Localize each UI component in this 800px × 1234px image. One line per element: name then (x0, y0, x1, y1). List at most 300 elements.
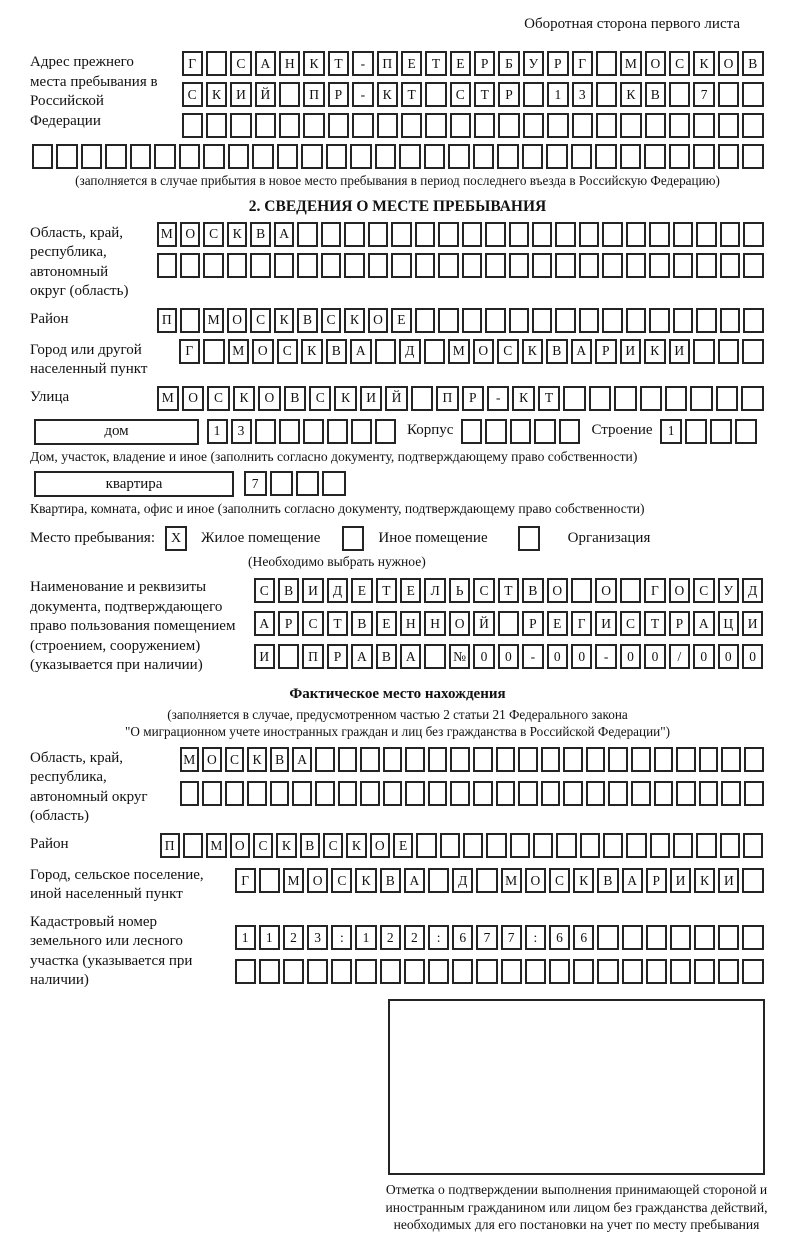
char-cell[interactable]: М (501, 868, 522, 893)
char-cell[interactable] (203, 339, 225, 364)
char-cell[interactable] (541, 747, 561, 772)
char-cell[interactable] (486, 833, 506, 858)
char-cell[interactable] (401, 113, 422, 138)
char-cell[interactable] (56, 144, 78, 169)
char-cell[interactable] (277, 144, 299, 169)
char-cell[interactable]: Р (669, 611, 690, 636)
char-cell[interactable]: 1 (547, 82, 568, 107)
char-cell[interactable] (597, 959, 618, 984)
char-cell[interactable]: Р (462, 386, 484, 411)
char-cell[interactable]: К (620, 82, 641, 107)
char-cell[interactable] (685, 419, 707, 444)
char-cell[interactable]: 1 (355, 925, 376, 950)
char-cell[interactable] (572, 113, 593, 138)
char-cell[interactable] (693, 113, 714, 138)
char-cell[interactable] (573, 959, 594, 984)
char-cell[interactable] (415, 308, 435, 333)
char-cell[interactable]: П (436, 386, 458, 411)
char-cell[interactable]: М (448, 339, 470, 364)
char-cell[interactable] (428, 781, 448, 806)
char-cell[interactable] (626, 308, 646, 333)
char-cell[interactable] (631, 781, 651, 806)
char-cell[interactable] (586, 781, 606, 806)
char-cell[interactable]: О (473, 339, 495, 364)
char-cell[interactable]: М (157, 386, 179, 411)
char-cell[interactable] (259, 868, 280, 893)
char-cell[interactable]: И (620, 339, 642, 364)
char-cell[interactable]: О (258, 386, 280, 411)
char-cell[interactable]: С (230, 51, 251, 76)
char-cell[interactable]: О (252, 339, 274, 364)
char-cell[interactable] (350, 144, 372, 169)
char-cell[interactable]: 7 (501, 925, 522, 950)
char-cell[interactable] (279, 113, 300, 138)
char-cell[interactable]: А (255, 51, 276, 76)
char-cell[interactable] (718, 339, 740, 364)
char-cell[interactable]: О (547, 578, 568, 603)
char-cell[interactable] (383, 747, 403, 772)
char-cell[interactable] (555, 222, 575, 247)
char-cell[interactable] (696, 833, 716, 858)
char-cell[interactable]: Р (547, 51, 568, 76)
char-cell[interactable] (81, 144, 103, 169)
char-cell[interactable]: О (595, 578, 616, 603)
char-cell[interactable]: М (203, 308, 223, 333)
char-cell[interactable] (650, 833, 670, 858)
char-cell[interactable]: - (352, 82, 373, 107)
char-cell[interactable]: С (302, 611, 323, 636)
char-cell[interactable] (279, 82, 300, 107)
char-cell[interactable] (292, 781, 312, 806)
char-cell[interactable]: : (428, 925, 449, 950)
char-cell[interactable]: 1 (660, 419, 682, 444)
char-cell[interactable]: О (449, 611, 470, 636)
char-cell[interactable]: Ь (449, 578, 470, 603)
char-cell[interactable] (743, 833, 763, 858)
char-cell[interactable] (476, 959, 497, 984)
char-cell[interactable]: И (718, 868, 739, 893)
char-cell[interactable]: О (370, 833, 390, 858)
char-cell[interactable] (571, 144, 593, 169)
char-cell[interactable] (452, 959, 473, 984)
char-cell[interactable]: Г (179, 339, 201, 364)
char-cell[interactable] (230, 113, 251, 138)
char-cell[interactable] (654, 781, 674, 806)
char-cell[interactable] (718, 82, 739, 107)
char-cell[interactable] (597, 925, 618, 950)
char-cell[interactable]: Д (327, 578, 348, 603)
char-cell[interactable] (327, 419, 348, 444)
char-cell[interactable]: Д (399, 339, 421, 364)
char-cell[interactable] (534, 419, 555, 444)
char-cell[interactable]: Т (474, 82, 495, 107)
char-cell[interactable] (203, 253, 223, 278)
char-cell[interactable] (718, 959, 739, 984)
char-cell[interactable]: В (300, 833, 320, 858)
char-cell[interactable] (259, 959, 280, 984)
char-cell[interactable] (620, 113, 641, 138)
char-cell[interactable] (720, 222, 740, 247)
char-cell[interactable]: Н (424, 611, 445, 636)
stay-type-checkbox-residential[interactable]: X (165, 526, 187, 551)
char-cell[interactable] (608, 781, 628, 806)
char-cell[interactable] (154, 144, 176, 169)
char-cell[interactable]: О (669, 578, 690, 603)
char-cell[interactable] (559, 419, 580, 444)
char-cell[interactable] (270, 781, 290, 806)
char-cell[interactable] (620, 578, 641, 603)
char-cell[interactable] (473, 747, 493, 772)
char-cell[interactable] (721, 747, 741, 772)
char-cell[interactable] (375, 339, 397, 364)
char-cell[interactable] (721, 781, 741, 806)
char-cell[interactable] (474, 113, 495, 138)
char-cell[interactable]: Р (278, 611, 299, 636)
char-cell[interactable]: К (233, 386, 255, 411)
char-cell[interactable]: В (597, 868, 618, 893)
char-cell[interactable] (399, 144, 421, 169)
char-cell[interactable]: К (522, 339, 544, 364)
char-cell[interactable] (690, 386, 712, 411)
char-cell[interactable] (448, 144, 470, 169)
char-cell[interactable] (321, 222, 341, 247)
char-cell[interactable] (669, 82, 690, 107)
char-cell[interactable] (415, 253, 435, 278)
char-cell[interactable]: М (206, 833, 226, 858)
char-cell[interactable] (383, 781, 403, 806)
char-cell[interactable] (206, 113, 227, 138)
char-cell[interactable] (720, 833, 740, 858)
char-cell[interactable] (270, 471, 293, 496)
char-cell[interactable] (424, 339, 446, 364)
char-cell[interactable]: К (693, 51, 714, 76)
char-cell[interactable] (206, 51, 227, 76)
char-cell[interactable] (461, 419, 482, 444)
char-cell[interactable]: В (351, 611, 372, 636)
char-cell[interactable]: Е (400, 578, 421, 603)
char-cell[interactable] (743, 222, 763, 247)
char-cell[interactable]: В (380, 868, 401, 893)
char-cell[interactable]: М (228, 339, 250, 364)
char-cell[interactable] (338, 747, 358, 772)
char-cell[interactable]: № (449, 644, 470, 669)
char-cell[interactable] (586, 747, 606, 772)
char-cell[interactable] (549, 959, 570, 984)
char-cell[interactable] (716, 386, 738, 411)
char-cell[interactable]: : (331, 925, 352, 950)
char-cell[interactable]: С (203, 222, 223, 247)
char-cell[interactable] (742, 339, 764, 364)
char-cell[interactable] (622, 959, 643, 984)
char-cell[interactable]: Т (328, 51, 349, 76)
char-cell[interactable] (450, 113, 471, 138)
char-cell[interactable] (391, 222, 411, 247)
char-cell[interactable] (252, 144, 274, 169)
char-cell[interactable]: Й (473, 611, 494, 636)
char-cell[interactable] (525, 959, 546, 984)
char-cell[interactable]: И (669, 339, 691, 364)
char-cell[interactable] (596, 82, 617, 107)
char-cell[interactable]: 2 (380, 925, 401, 950)
char-cell[interactable]: М (180, 747, 200, 772)
char-cell[interactable]: 7 (244, 471, 267, 496)
char-cell[interactable] (720, 308, 740, 333)
char-cell[interactable] (424, 644, 445, 669)
char-cell[interactable] (509, 222, 529, 247)
char-cell[interactable] (462, 308, 482, 333)
char-cell[interactable] (450, 781, 470, 806)
char-cell[interactable] (130, 144, 152, 169)
char-cell[interactable]: Н (400, 611, 421, 636)
char-cell[interactable] (344, 253, 364, 278)
char-cell[interactable]: А (350, 339, 372, 364)
char-cell[interactable] (523, 82, 544, 107)
char-cell[interactable] (673, 222, 693, 247)
char-cell[interactable]: С (669, 51, 690, 76)
char-cell[interactable] (579, 308, 599, 333)
char-cell[interactable] (326, 144, 348, 169)
char-cell[interactable] (278, 644, 299, 669)
char-cell[interactable] (614, 386, 636, 411)
char-cell[interactable]: В (297, 308, 317, 333)
char-cell[interactable] (563, 386, 585, 411)
char-cell[interactable] (32, 144, 54, 169)
char-cell[interactable]: К (644, 339, 666, 364)
char-cell[interactable]: Б (498, 51, 519, 76)
char-cell[interactable]: В (284, 386, 306, 411)
char-cell[interactable]: Т (376, 578, 397, 603)
char-cell[interactable] (283, 959, 304, 984)
char-cell[interactable]: - (487, 386, 509, 411)
char-cell[interactable] (247, 781, 267, 806)
char-cell[interactable]: 1 (235, 925, 256, 950)
char-cell[interactable]: К (276, 833, 296, 858)
char-cell[interactable] (331, 959, 352, 984)
char-cell[interactable]: О (182, 386, 204, 411)
char-cell[interactable]: Р (474, 51, 495, 76)
char-cell[interactable] (496, 747, 516, 772)
char-cell[interactable] (670, 925, 691, 950)
char-cell[interactable] (157, 253, 177, 278)
char-cell[interactable]: С (620, 611, 641, 636)
char-cell[interactable]: О (180, 222, 200, 247)
char-cell[interactable]: С (253, 833, 273, 858)
char-cell[interactable]: Р (327, 644, 348, 669)
char-cell[interactable] (375, 419, 396, 444)
char-cell[interactable]: Е (376, 611, 397, 636)
char-cell[interactable] (533, 833, 553, 858)
char-cell[interactable] (203, 144, 225, 169)
char-cell[interactable] (532, 308, 552, 333)
char-cell[interactable] (344, 222, 364, 247)
char-cell[interactable] (518, 747, 538, 772)
char-cell[interactable] (579, 222, 599, 247)
char-cell[interactable] (179, 144, 201, 169)
char-cell[interactable]: С (323, 833, 343, 858)
char-cell[interactable] (183, 833, 203, 858)
char-cell[interactable]: И (254, 644, 275, 669)
char-cell[interactable] (303, 113, 324, 138)
char-cell[interactable] (670, 959, 691, 984)
char-cell[interactable] (744, 747, 764, 772)
char-cell[interactable] (602, 222, 622, 247)
char-cell[interactable]: Й (385, 386, 407, 411)
char-cell[interactable]: С (321, 308, 341, 333)
char-cell[interactable]: О (368, 308, 388, 333)
char-cell[interactable] (673, 308, 693, 333)
char-cell[interactable] (640, 386, 662, 411)
char-cell[interactable] (631, 747, 651, 772)
char-cell[interactable]: А (254, 611, 275, 636)
char-cell[interactable] (297, 253, 317, 278)
char-cell[interactable] (742, 82, 763, 107)
char-cell[interactable] (626, 253, 646, 278)
char-cell[interactable]: А (404, 868, 425, 893)
char-cell[interactable] (360, 747, 380, 772)
stay-type-checkbox-other[interactable] (342, 526, 364, 551)
char-cell[interactable]: О (227, 308, 247, 333)
char-cell[interactable] (202, 781, 222, 806)
char-cell[interactable]: К (334, 386, 356, 411)
char-cell[interactable] (338, 781, 358, 806)
char-cell[interactable] (622, 925, 643, 950)
char-cell[interactable]: С (450, 82, 471, 107)
char-cell[interactable]: А (274, 222, 294, 247)
char-cell[interactable] (352, 113, 373, 138)
char-cell[interactable] (571, 578, 592, 603)
char-cell[interactable]: О (202, 747, 222, 772)
char-cell[interactable] (522, 144, 544, 169)
char-cell[interactable] (742, 144, 764, 169)
char-cell[interactable]: Т (401, 82, 422, 107)
char-cell[interactable] (438, 308, 458, 333)
char-cell[interactable]: У (523, 51, 544, 76)
char-cell[interactable]: П (157, 308, 177, 333)
char-cell[interactable]: Р (646, 868, 667, 893)
char-cell[interactable]: 0 (473, 644, 494, 669)
char-cell[interactable] (438, 253, 458, 278)
char-cell[interactable] (693, 339, 715, 364)
char-cell[interactable] (391, 253, 411, 278)
char-cell[interactable] (428, 747, 448, 772)
char-cell[interactable] (360, 781, 380, 806)
char-cell[interactable] (518, 781, 538, 806)
char-cell[interactable]: / (669, 644, 690, 669)
char-cell[interactable] (710, 419, 732, 444)
char-cell[interactable] (556, 833, 576, 858)
char-cell[interactable]: П (377, 51, 398, 76)
char-cell[interactable]: 6 (573, 925, 594, 950)
char-cell[interactable]: И (742, 611, 763, 636)
char-cell[interactable]: К (274, 308, 294, 333)
char-cell[interactable] (297, 222, 317, 247)
char-cell[interactable]: 3 (231, 419, 252, 444)
char-cell[interactable]: Д (452, 868, 473, 893)
char-cell[interactable]: К (247, 747, 267, 772)
char-cell[interactable]: - (595, 644, 616, 669)
char-cell[interactable] (250, 253, 270, 278)
char-cell[interactable]: С (207, 386, 229, 411)
char-cell[interactable]: К (355, 868, 376, 893)
char-cell[interactable] (463, 833, 483, 858)
char-cell[interactable] (377, 113, 398, 138)
char-cell[interactable]: Г (644, 578, 665, 603)
char-cell[interactable] (718, 113, 739, 138)
char-cell[interactable]: С (225, 747, 245, 772)
char-cell[interactable] (255, 419, 276, 444)
char-cell[interactable] (532, 253, 552, 278)
char-cell[interactable] (509, 253, 529, 278)
char-cell[interactable] (485, 308, 505, 333)
char-cell[interactable] (546, 144, 568, 169)
char-cell[interactable] (462, 253, 482, 278)
char-cell[interactable]: В (278, 578, 299, 603)
char-cell[interactable]: Е (351, 578, 372, 603)
char-cell[interactable]: 7 (693, 82, 714, 107)
char-cell[interactable] (510, 419, 531, 444)
char-cell[interactable]: Р (328, 82, 349, 107)
char-cell[interactable] (676, 781, 696, 806)
char-cell[interactable]: М (157, 222, 177, 247)
char-cell[interactable] (602, 308, 622, 333)
char-cell[interactable] (180, 781, 200, 806)
char-cell[interactable] (307, 959, 328, 984)
char-cell[interactable]: К (227, 222, 247, 247)
char-cell[interactable]: О (230, 833, 250, 858)
char-cell[interactable] (596, 51, 617, 76)
char-cell[interactable] (501, 959, 522, 984)
char-cell[interactable]: 1 (259, 925, 280, 950)
char-cell[interactable]: К (512, 386, 534, 411)
char-cell[interactable] (589, 386, 611, 411)
char-cell[interactable] (473, 781, 493, 806)
char-cell[interactable]: О (718, 51, 739, 76)
char-cell[interactable] (735, 419, 757, 444)
char-cell[interactable] (595, 144, 617, 169)
char-cell[interactable] (301, 144, 323, 169)
char-cell[interactable] (693, 144, 715, 169)
char-cell[interactable]: Т (538, 386, 560, 411)
char-cell[interactable]: Г (235, 868, 256, 893)
char-cell[interactable]: В (376, 644, 397, 669)
char-cell[interactable]: М (620, 51, 641, 76)
char-cell[interactable]: Г (572, 51, 593, 76)
char-cell[interactable] (718, 925, 739, 950)
char-cell[interactable] (405, 781, 425, 806)
char-cell[interactable]: А (292, 747, 312, 772)
char-cell[interactable] (644, 144, 666, 169)
char-cell[interactable]: Л (424, 578, 445, 603)
char-cell[interactable]: И (302, 578, 323, 603)
char-cell[interactable]: Ц (718, 611, 739, 636)
char-cell[interactable] (645, 113, 666, 138)
char-cell[interactable] (322, 471, 345, 496)
char-cell[interactable] (608, 747, 628, 772)
char-cell[interactable]: О (307, 868, 328, 893)
char-cell[interactable] (315, 781, 335, 806)
apartment-box[interactable] (34, 471, 234, 497)
char-cell[interactable] (105, 144, 127, 169)
char-cell[interactable]: О (525, 868, 546, 893)
char-cell[interactable]: К (573, 868, 594, 893)
char-cell[interactable]: 0 (547, 644, 568, 669)
char-cell[interactable] (496, 781, 516, 806)
char-cell[interactable] (498, 611, 519, 636)
char-cell[interactable] (718, 144, 740, 169)
char-cell[interactable] (699, 747, 719, 772)
char-cell[interactable] (720, 253, 740, 278)
char-cell[interactable] (296, 471, 319, 496)
